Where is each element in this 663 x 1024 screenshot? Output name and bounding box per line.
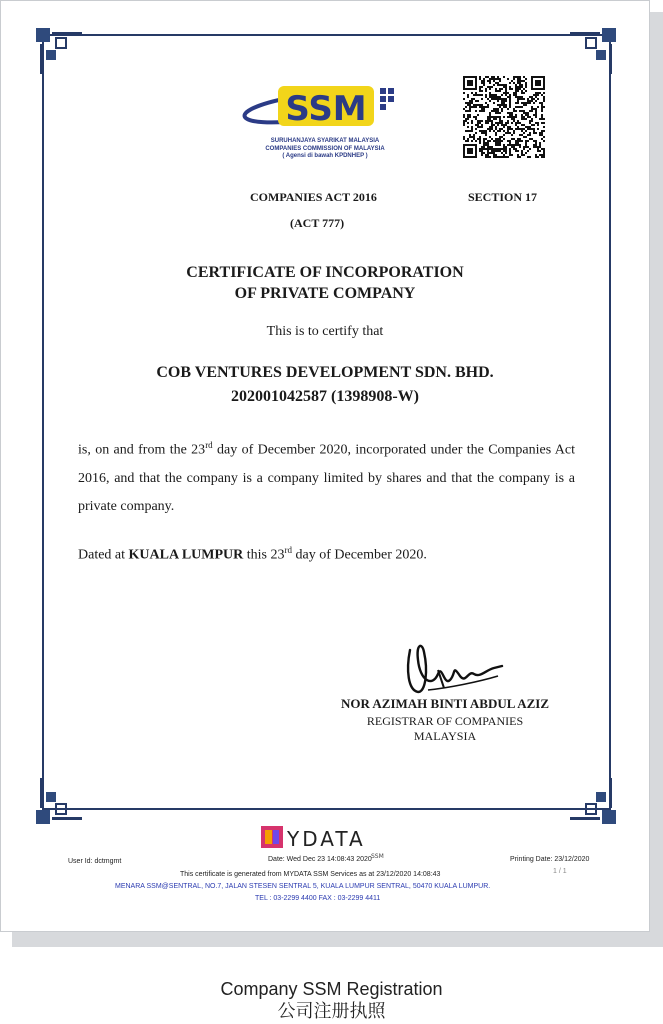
caption-english: Company SSM Registration: [220, 979, 443, 999]
corner-ornament-top-left: [34, 26, 82, 74]
logo-line-1: SURUHANJAYA SYARIKAT MALAYSIA: [270, 138, 380, 144]
image-caption: [0, 978, 663, 1022]
printing-date: Printing Date: 23/12/2020: [510, 856, 590, 863]
dated-city: KUALA LUMPUR: [128, 547, 244, 563]
svg-text:YDATA: YDATA: [287, 827, 366, 851]
corner-ornament-bottom-left: [34, 778, 82, 826]
page-number: 1 / 1: [553, 868, 567, 875]
generated-note: This certificate is generated from MYDATA SSM Services as at 23/12/2020 14:08:43: [180, 871, 441, 878]
certify-text: This is to certify that: [266, 324, 384, 339]
title-line-2: OF PRIVATE COMPANY: [234, 285, 416, 302]
company-number: 202001042587 (1398908-W): [231, 388, 419, 405]
para-part-a: is, on and from the 23: [78, 442, 206, 458]
dated-sup: rd: [284, 545, 292, 555]
logo-line-2: COMPANIES COMMISSION OF MALAYSIA: [265, 145, 385, 152]
svg-text:SSM: SSM: [285, 89, 367, 129]
user-id: User Id: dctmgmt: [68, 858, 122, 865]
footer-date: Date: Wed Dec 23 14:08:43 2020: [268, 856, 372, 863]
dated-part-c: day of December 2020.: [292, 547, 427, 563]
registrar-title-block: [300, 714, 590, 744]
company-name: COB VENTURES DEVELOPMENT SDN. BHD.: [156, 364, 494, 381]
ssm-phone: TEL : 03-2299 4400 FAX : 03-2299 4411: [255, 895, 381, 902]
dated-part-a: Dated at: [78, 547, 129, 563]
incorporation-paragraph: [78, 431, 575, 521]
para-sup: rd: [205, 440, 213, 450]
caption-chinese: 公司注册执照: [277, 1001, 386, 1021]
certificate-title: [100, 262, 550, 304]
act-heading: COMPANIES ACT 2016: [250, 190, 377, 204]
corner-ornament-bottom-right: [570, 778, 618, 826]
registrar-name: NOR AZIMAH BINTI ABDUL AZIZ: [340, 696, 550, 711]
act-number: (ACT 777): [290, 216, 345, 230]
dated-line: [78, 545, 575, 564]
ssm-logo-caption: [250, 138, 400, 161]
registrar-country: MALAYSIA: [413, 729, 477, 743]
svg-text:SSM: SSM: [371, 853, 384, 860]
title-line-1: CERTIFICATE OF INCORPORATION: [186, 264, 464, 281]
qr-code: [463, 76, 545, 158]
para-part-b: day of December 2020, incorporated under the Companies Act 2016, and that the company is a company limited by shares and that the company is a private company.: [78, 442, 575, 514]
corner-ornament-top-right: [570, 26, 618, 74]
dated-part-b: this 23: [243, 547, 285, 563]
company-block: [80, 361, 570, 409]
ssm-address: MENARA SSM@SENTRAL, NO.7, JALAN STESEN SENTRAL 5, KUALA LUMPUR SENTRAL, 50470 KUALA LUMPUR.: [115, 883, 491, 890]
registrar-title: REGISTRAR OF COMPANIES: [366, 714, 524, 728]
section-heading: SECTION 17: [468, 190, 538, 204]
logo-line-3: ( Agensi di bawah KPDNHEP ): [282, 153, 368, 159]
